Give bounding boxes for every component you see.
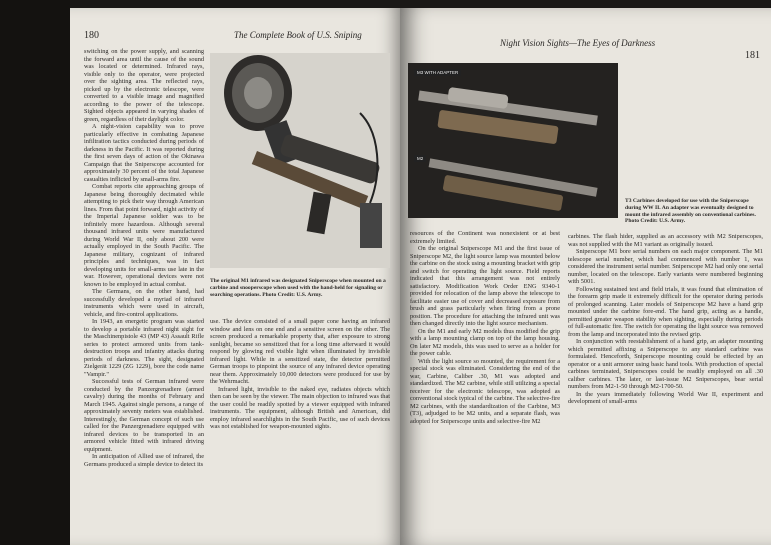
photo-tag-m2: M2: [414, 155, 426, 162]
left-page: [70, 8, 400, 545]
paragraph: In the years immediately following World War II, experiment and development of small-arms: [568, 390, 763, 405]
paragraph: In conjunction with reestablishment of a hand grip, an adapter mounting which permitted affixing a Sniperscope to any standard carbine was formulated. Henceforth, Sniperscope mounting could be effected by an operator or a unit armorer using basic hand tools. With production of special carbines terminated, Sniperscopes could be readily employed on all .30 caliber carbines. The later, or last-issue M2 Sniperscopes, bear serial numbers from M2-1-50 through M2-1700-50.: [568, 338, 763, 390]
right-photo-caption: T3 Carbines developed for use with the Sniperscope during WW II. An adapter was eventually designed to mount the infrared assembly on conventional carbines. Photo Credit: U.S. Army.: [625, 198, 756, 225]
left-lower-column: [210, 318, 390, 431]
paragraph: A night-vision capability was to prove particularly effective in combating Japanese infiltration tactics conducted during periods of darkness in the Pacific. It was reported during the first seven days of action of the Okinawa Campaign that the Sniperscope accounted for approximately 30 percent of the total Japanese casualties inflicted by small-arms fire.: [84, 123, 204, 183]
right-running-head: [500, 38, 760, 61]
paragraph: With the light source so mounted, the requirement for a special stock was eliminated. Considering the end of the war, Carbine, Caliber .30, M1 was adopted and standardized. The M2 carbine, while still utilizing a special receiver for the electronic telescope, was adopted as conventional stock typical of the carbine. The selective-fire M2 carbines, with the standardization of the Carbine, M3 (T3), adjudged to be M2 units, and a separate flash, was adopted for Sniperscope units and selective-fire M2: [410, 357, 560, 425]
paragraph: Following sustained test and field trials, it was found that elimination of the forearm grip made it extremely difficult for the operator during periods of prolonged scanning. Later models of Sniperscope M2 have a hand grip mounted under the carbine fore-end. The hand grip, acting as a handle, permitted greater weapon stability when sighting, especially during periods of full-automatic fire. The switch for operating the light source was removed from the lamp and incorporated into the revised grip.: [568, 285, 763, 338]
left-photo-caption: The original M1 infrared was designated Sniperscope when mounted on a carbine and snooperscope when used with the hand-held for signaling or searching operations. Photo Credit: U.S. Army.: [210, 278, 386, 298]
sniperscope-illustration: [210, 53, 390, 268]
right-running-title: Night Vision Sights—The Eyes of Darkness: [500, 38, 656, 48]
paragraph: use. The device consisted of a small paper cone having an infrared window and lens on one end and a sensitive screen on the other. The screen produced a remarkable property that, after exposure to strong sunlight, became so sensitized that for a long time afterward it would respond by glowing red visible light when illuminated by invisible infrared light. While in a sensitized state, the detector permitted German troops to pinpoint the source of any infrared device operating near them. Approximately 10,000 detectors were produced for use by the Wehrmacht.: [210, 318, 390, 385]
right-left-column: [410, 230, 560, 425]
left-main-column: [84, 48, 204, 468]
paragraph: Successful tests of German infrared were conducted by the Panzergrenadiere (armed cavalry) during the months of February and March 1945. Against single persons, a range of approximately seventy meters was established. Interestingly, the German concept of such use called for the Panzergrenadiere equipped with infrared devices to be transported in an armored vehicle fitted with infrared driving equipment.: [84, 378, 204, 453]
paragraph: In 1943, an energetic program was started to develop a portable infrared night sight for the Maschinenpistole 43 (MP 43) Assault Rifle series to protect armored units from tank-destruction troops and infantry attacks during periods of darkness. The sight, designated Zielgerät 1229 (ZG 1229), bore the code name "Vampir.": [84, 318, 204, 378]
paragraph: switching on the power supply, and scanning the forward area until the cause of the sound was located or determined. Infrared rays, visible only to the operator, were projected over the sighting area. The reflected rays, picked up by the electronic telescope, were converted to a visible image and magnified according to the power of the telescope. Sighted objects appeared in varying shades of green, regardless of their daylight color.: [84, 48, 204, 123]
left-running-head: [84, 30, 384, 41]
right-page: [400, 8, 771, 545]
paragraph: In anticipation of Allied use of infrared, the Germans produced a simple device to detect its: [84, 453, 204, 468]
paragraph: Sniperscope M1 bore serial numbers on each major component. The M1 telescope serial number, which had commenced with number 1, was considered the instrument serial number. Sniperscope M2 had only one serial number, located on the telescope. Early variants were numbered beginning with 5001.: [568, 248, 763, 285]
paragraph: Combat reports cite approaching groups of Japanese being thoroughly decimated while attempting to pick their way through American lines. From that point forward, night activity of the Imperial Japanese soldier was to be infinitely more hazardous. Although several thousand infrared units were manufactured during World War II, only about 200 were actually employed in the South Pacific. The Japanese military, cognizant of infrared principles and techniques, was in fact developing units for small-arms use late in the war. However, operational devices were not known to be employed in actual combat.: [84, 183, 204, 288]
photo-tag-m3: M3 WITH ADAPTER: [414, 69, 461, 76]
paragraph: The Germans, on the other hand, had successfully developed a myriad of infrared instruments which were used in aircraft, vehicle, and fire-control applications.: [84, 288, 204, 318]
right-right-column: [568, 233, 763, 406]
right-page-number: 181: [745, 50, 760, 61]
carbine-photo: [408, 63, 618, 218]
paragraph: carbines. The flash hider, supplied as an accessory with M2 Sniperscopes, was not supplied with the M1 variant as originally issued.: [568, 233, 763, 248]
sniperscope-photo: [210, 53, 390, 268]
paragraph: resources of the Continent was nonexistent or at best extremely limited.: [410, 230, 560, 245]
left-page-number: 180: [84, 30, 99, 41]
paragraph: On the M1 and early M2 models thus modified the grip with a lamp mounting clamp on top of the lamp housing. On later M2 models, this was used to serve as a holder for the power cable.: [410, 327, 560, 357]
background-edge: [0, 0, 70, 545]
paragraph: Infrared light, invisible to the naked eye, radiates objects which then can be seen by the viewer. The main objection to infrared was that the user could be readily spotted by a viewer equipped with infrared instruments. The equipment, although British and American, did employ infrared searchlights in the South Pacific, use of such devices was not established for weapon-mounted sights.: [210, 385, 390, 430]
carbine-illustration: [408, 63, 618, 218]
paragraph: On the original Sniperscope M1 and the first issue of Sniperscope M2, the light source lamp was mounted below the carbine on the stock using a mounting bracket with grip and switch for operating the light source. Field reports indicated that this arrangement was not entirely satisfactory. Modification Work Order ENG 9340-1 provided for relocation of the lamp above the telescope to facilitate easier use of cover and decreased exposure from brush and grass particularly when firing from a prone position. The procedure for attaching the infrared unit was then changed directly into the light source mechanism.: [410, 245, 560, 327]
left-running-title: The Complete Book of U.S. Sniping: [234, 30, 362, 40]
